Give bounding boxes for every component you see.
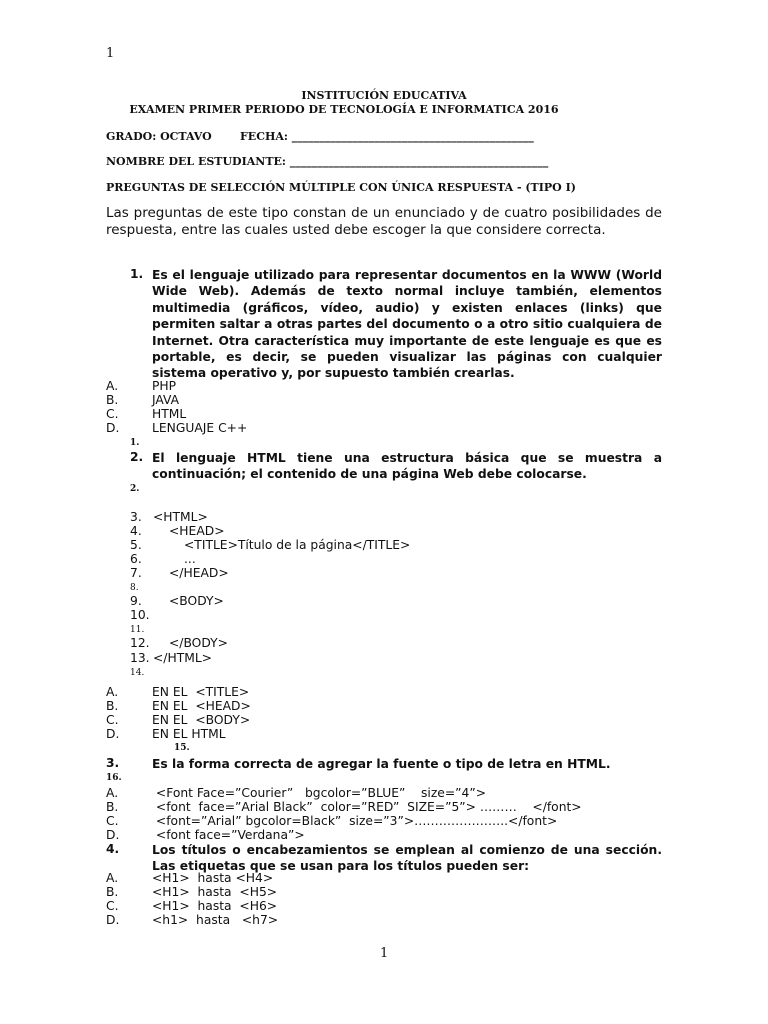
q1-option-d-letter: D.	[106, 421, 120, 435]
code-line-number: 11.	[130, 625, 145, 635]
institution-title: INSTITUCIÓN EDUCATIVA	[301, 89, 467, 102]
q1-option-b-letter: B.	[106, 393, 119, 407]
q2-option-a: EN EL <TITLE>	[152, 685, 250, 699]
grade-field: GRADO: OCTAVO	[106, 130, 212, 143]
q3-option-a-letter: A.	[106, 786, 119, 800]
q1-option-a: PHP	[152, 379, 177, 393]
q3-option-b-letter: B.	[106, 800, 119, 814]
code-line: <HEAD>	[169, 524, 225, 538]
code-line: <TITLE>Título de la página</TITLE>	[184, 538, 411, 552]
q2-option-d-letter: D.	[106, 727, 120, 741]
question-1-text: Es el lenguaje utilizado para representar documentos en la WWW (World Wide Web). Además de texto normal incluye también, elementos multimedia (gráficos, vídeo, audio) y existen enlaces (links) que permiten saltar a otras partes del documento o a otro sitio cualquiera de Internet. Otra característica muy importante de este lenguaje es que es portable, es decir, se pueden visualizar las páginas con cualquier sistema operativo y, por supuesto también crearlas.	[152, 268, 662, 381]
code-line-number: 12.	[130, 636, 150, 650]
q2-option-b-letter: B.	[106, 699, 119, 713]
q3-option-a: <Font Face=”Courier” bgcolor=”BLUE” size=”4”>	[152, 786, 487, 800]
q1-option-c: HTML	[152, 407, 187, 421]
code-line-number: 5.	[130, 538, 142, 552]
code-line: <BODY>	[169, 594, 224, 608]
student-name-field: NOMBRE DEL ESTUDIANTE: _______________________________________________	[106, 155, 549, 168]
q2-option-c: EN EL <BODY>	[152, 713, 251, 727]
question-2-text: El lenguaje HTML tiene una estructura básica que se muestra a continuación; el contenido de una página Web debe colocarse.	[152, 451, 662, 482]
question-2-number: 2.	[130, 450, 144, 464]
q1-option-d: LENGUAJE C++	[152, 421, 248, 435]
header-page-number: 1	[106, 46, 115, 61]
question-3-text: Es la forma correcta de agregar la fuente o tipo de letra en HTML.	[152, 757, 611, 771]
code-line-number: 3.	[130, 510, 142, 524]
code-line-number: 10.	[130, 608, 150, 622]
q2-option-d: EN EL HTML	[152, 727, 226, 741]
code-line: </BODY>	[169, 636, 228, 650]
q4-option-c: <H1> hasta <H6>	[152, 899, 278, 913]
q2-option-c-letter: C.	[106, 713, 119, 727]
code-line: </HTML>	[153, 651, 212, 665]
stray-number: 15.	[174, 743, 190, 753]
code-line-number: 8.	[130, 583, 139, 593]
code-line: </HEAD>	[169, 566, 229, 580]
question-4-number: 4.	[106, 842, 120, 856]
date-field: FECHA: ____________________________________________	[240, 130, 534, 143]
q3-option-c: <font=”Arial” bgcolor=Black” size=”3”>…………………..</font>	[152, 814, 558, 828]
code-line-number: 7.	[130, 566, 142, 580]
question-4-text: Los títulos o encabezamientos se emplean al comienzo de una sección. Las etiquetas que se usan para los títulos pueden ser:	[152, 843, 662, 874]
stray-number: 1.	[130, 438, 140, 448]
code-line-number: 6.	[130, 552, 142, 566]
q3-option-b: <font face=”Arial Black” color=”RED” SIZE=”5”> ……… </font>	[152, 800, 582, 814]
code-line: <HTML>	[153, 510, 208, 524]
code-line-number: 13.	[130, 651, 150, 665]
q2-option-a-letter: A.	[106, 685, 119, 699]
instructions: Las preguntas de este tipo constan de un enunciado y de cuatro posibilidades de respuesta, entre las cuales usted debe escoger la que considere correcta.	[106, 205, 662, 238]
q4-option-a-letter: A.	[106, 871, 119, 885]
q2-option-b: EN EL <HEAD>	[152, 699, 251, 713]
q1-option-b: JAVA	[152, 393, 180, 407]
code-line-number: 4.	[130, 524, 142, 538]
stray-number: 16.	[106, 773, 122, 783]
footer-page-number: 1	[380, 946, 389, 961]
code-line: ...	[184, 552, 196, 566]
section-title: PREGUNTAS DE SELECCIÓN MÚLTIPLE CON ÚNICA RESPUESTA - (TIPO I)	[106, 181, 576, 194]
q1-option-a-letter: A.	[106, 379, 119, 393]
q3-option-c-letter: C.	[106, 814, 119, 828]
q4-option-d: <h1> hasta <h7>	[152, 913, 279, 927]
question-1-number: 1.	[130, 267, 144, 281]
exam-title: EXAMEN PRIMER PERIODO DE TECNOLOGÍA E INFORMATICA 2016	[129, 103, 559, 116]
question-3-number: 3.	[106, 756, 120, 770]
q4-option-d-letter: D.	[106, 913, 120, 927]
q4-option-b-letter: B.	[106, 885, 119, 899]
code-line-number: 14.	[130, 668, 145, 678]
q3-option-d: <font face=”Verdana”>	[152, 828, 305, 842]
stray-number: 2.	[130, 484, 140, 494]
q4-option-b: <H1> hasta <H5>	[152, 885, 278, 899]
q3-option-d-letter: D.	[106, 828, 120, 842]
q4-option-c-letter: C.	[106, 899, 119, 913]
q1-option-c-letter: C.	[106, 407, 119, 421]
code-line-number: 9.	[130, 594, 142, 608]
q4-option-a: <H1> hasta <H4>	[152, 871, 274, 885]
